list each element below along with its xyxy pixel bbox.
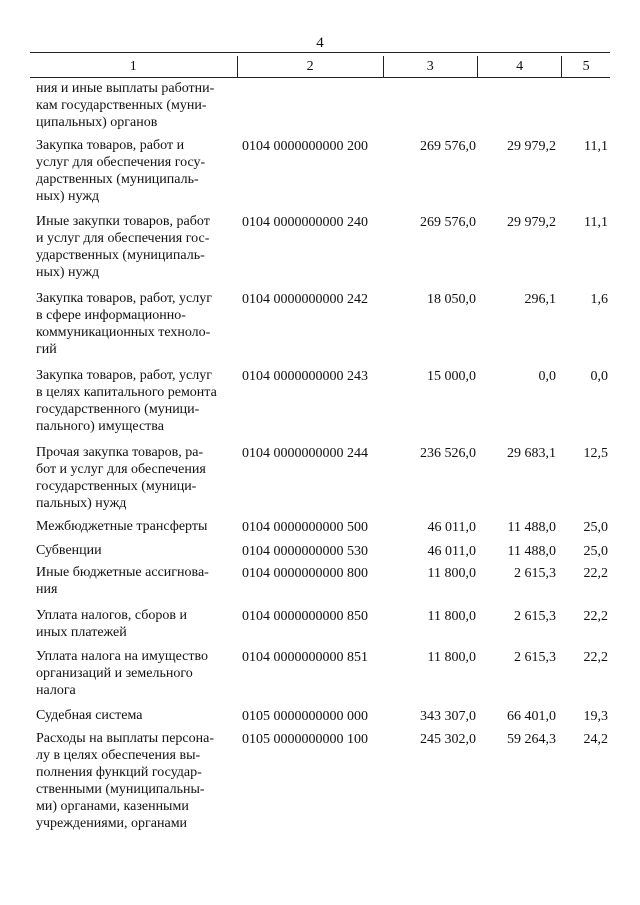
- row-value-4: 29 683,1: [507, 446, 556, 461]
- row-code: 0104 0000000000 200: [242, 139, 368, 154]
- row-value-3: 245 302,0: [420, 732, 476, 747]
- row-value-5: 25,0: [583, 544, 608, 559]
- header-top-rule: [30, 52, 610, 53]
- table-row: [0, 648, 608, 699]
- column-header-2: 2: [238, 56, 384, 77]
- row-name: Закупка товаров, работ и услуг для обеспечения госу- дарственных (муниципаль- ных) нужд: [36, 138, 206, 204]
- row-code: 0104 0000000000 242: [242, 292, 368, 307]
- table-header: [30, 56, 610, 78]
- table-row: [0, 290, 608, 358]
- row-value-3: 269 576,0: [420, 215, 476, 230]
- row-code: 0104 0000000000 240: [242, 215, 368, 230]
- row-value-5: 1,6: [590, 292, 608, 307]
- row-value-5: 22,2: [583, 566, 608, 581]
- row-value-4: 29 979,2: [507, 215, 556, 230]
- table-row: [0, 213, 608, 281]
- row-value-3: 236 526,0: [420, 446, 476, 461]
- row-code: [242, 80, 386, 131]
- row-code: 0105 0000000000 000: [242, 709, 368, 724]
- row-name: Межбюджетные трансферты: [36, 519, 208, 534]
- row-value-4: 0,0: [538, 369, 556, 384]
- column-header-3: 3: [384, 56, 478, 77]
- row-name: Уплата налогов, сборов и иных платежей: [36, 608, 187, 640]
- row-value-4: 66 401,0: [507, 709, 556, 724]
- column-header-5: 5: [582, 58, 590, 74]
- row-code: 0104 0000000000 243: [242, 369, 368, 384]
- row-name: Расходы на выплаты персона- лу в целях обеспечения вы- полнения функций государ- ственными (муниципальны- ми) органами, казенными учреждениями, органами: [36, 731, 214, 831]
- row-value-4: 2 615,3: [514, 566, 556, 581]
- row-value-3: 343 307,0: [420, 709, 476, 724]
- table-row: [0, 367, 608, 435]
- row-value-5: 12,5: [583, 446, 608, 461]
- row-value-3: 15 000,0: [427, 369, 476, 384]
- row-value-3: 11 800,0: [427, 609, 476, 624]
- row-value-5: 0,0: [590, 369, 608, 384]
- row-code: 0104 0000000000 850: [242, 609, 368, 624]
- table-row: [0, 607, 608, 641]
- row-value-3: 18 050,0: [427, 292, 476, 307]
- row-value-4: 11 488,0: [507, 520, 556, 535]
- row-name: Закупка товаров, работ, услуг в целях капитального ремонта государственного (муници- пального) имущества: [36, 368, 217, 434]
- row-value-5: 22,2: [583, 609, 608, 624]
- row-code: 0104 0000000000 500: [242, 520, 368, 535]
- row-code: 0104 0000000000 530: [242, 544, 368, 559]
- row-code: 0104 0000000000 851: [242, 650, 368, 665]
- table-row: [0, 137, 608, 205]
- column-header-1: 1: [30, 56, 238, 77]
- row-code: 0105 0000000000 100: [242, 732, 368, 747]
- row-value-4: [476, 80, 556, 131]
- row-value-5: 11,1: [584, 215, 608, 230]
- row-name: ния и иные выплаты работни- кам государственных (муни- ципальных) органов: [36, 81, 215, 130]
- row-name: Судебная система: [36, 708, 143, 723]
- row-value-3: 11 800,0: [427, 650, 476, 665]
- table-row: [0, 730, 608, 832]
- row-name: Уплата налога на имущество организаций и земельного налога: [36, 649, 209, 698]
- row-value-4: 59 264,3: [507, 732, 556, 747]
- table-row: [0, 444, 608, 512]
- row-value-4: 296,1: [524, 292, 556, 307]
- column-header-4: 4: [478, 56, 562, 77]
- row-name: Прочая закупка товаров, ра- бот и услуг для обеспечения государственных (муници- пальных) нужд: [36, 445, 206, 511]
- page-number: 4: [316, 35, 324, 51]
- row-value-3: 269 576,0: [420, 139, 476, 154]
- row-name: Закупка товаров, работ, услуг в сфере информационно- коммуникационных техноло- гий: [36, 291, 212, 357]
- row-value-3: 46 011,0: [427, 520, 476, 535]
- table-row: [0, 80, 608, 131]
- row-value-3: [386, 80, 476, 131]
- row-name: Иные закупки товаров, работ и услуг для обеспечения гос- ударственных (муниципаль- ных) нужд: [36, 214, 210, 280]
- row-value-5: [556, 80, 608, 131]
- row-name: Иные бюджетные ассигнова- ния: [36, 565, 209, 597]
- row-code: 0104 0000000000 244: [242, 446, 368, 461]
- row-value-5: 11,1: [584, 139, 608, 154]
- row-code: 0104 0000000000 800: [242, 566, 368, 581]
- row-value-4: 11 488,0: [507, 544, 556, 559]
- row-value-3: 46 011,0: [427, 544, 476, 559]
- row-value-4: 29 979,2: [507, 139, 556, 154]
- row-value-5: 24,2: [583, 732, 608, 747]
- row-value-4: 2 615,3: [514, 650, 556, 665]
- table-row: [0, 564, 608, 598]
- row-value-4: 2 615,3: [514, 609, 556, 624]
- table-row: [0, 542, 608, 560]
- row-value-5: 19,3: [583, 709, 608, 724]
- row-value-5: 25,0: [583, 520, 608, 535]
- row-name: Субвенции: [36, 543, 102, 558]
- row-value-5: 22,2: [583, 650, 608, 665]
- row-value-3: 11 800,0: [427, 566, 476, 581]
- table-row: [0, 518, 608, 536]
- table-row: [0, 707, 608, 725]
